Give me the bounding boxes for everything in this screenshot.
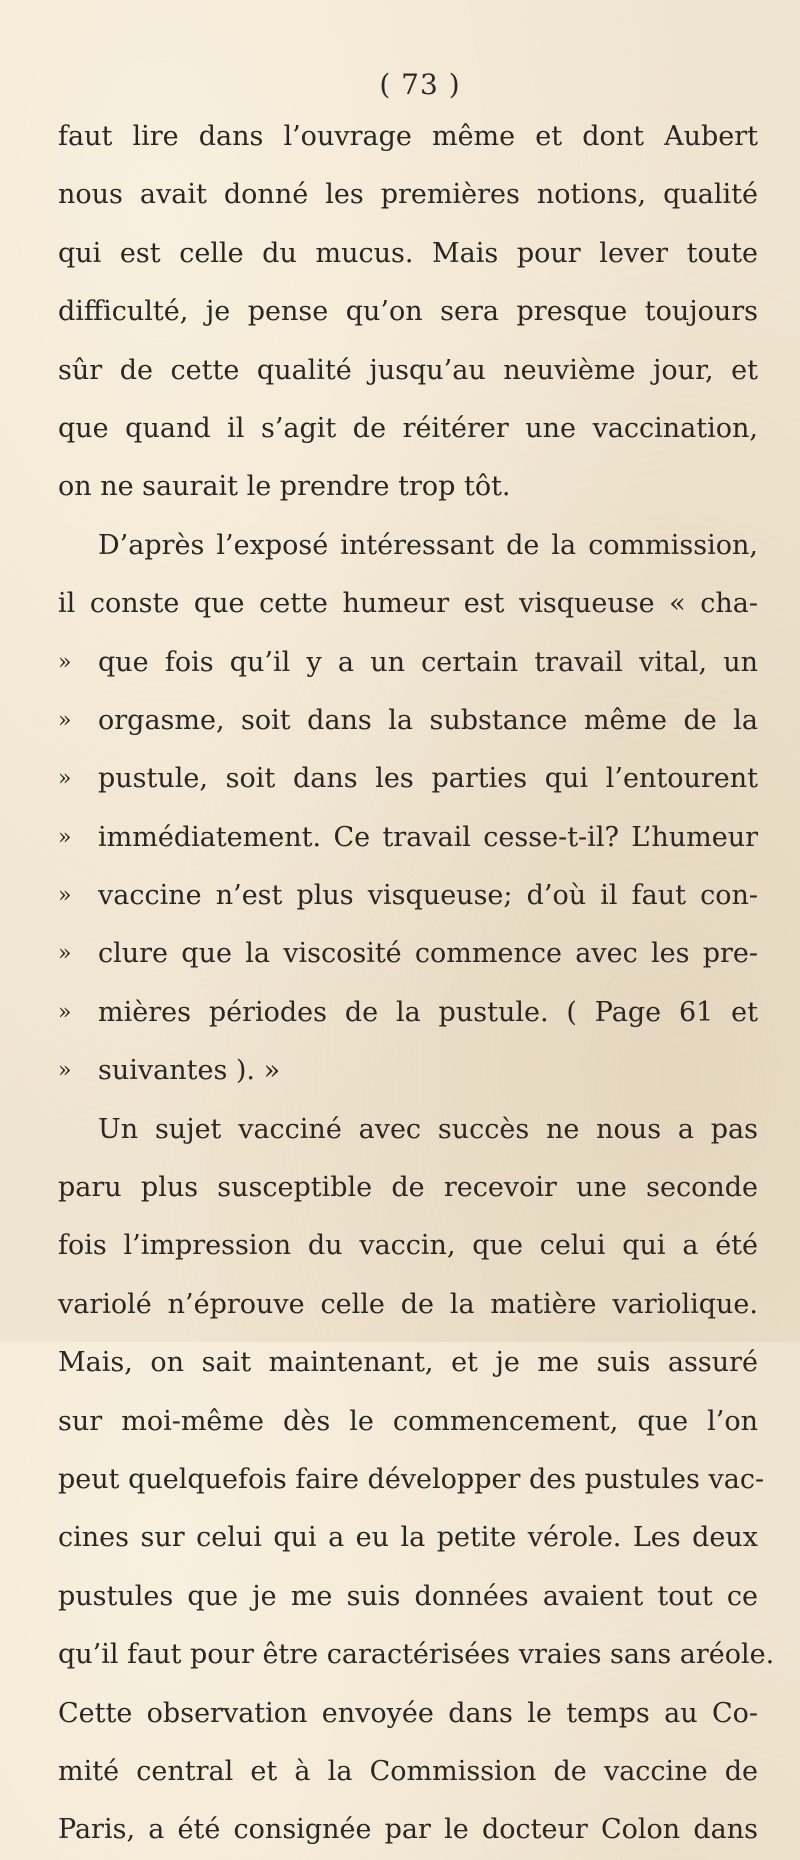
quoted-line xyxy=(58,809,758,867)
paragraph-start-line: Un sujet vacciné avec succès ne nous a pas xyxy=(98,1113,758,1145)
quote-mark: » xyxy=(58,766,72,792)
text-line: sur moi-même dès le commencement, que l’on xyxy=(58,1405,758,1437)
quote-mark: » xyxy=(58,649,72,675)
text-line: faut lire dans l’ouvrage même et dont Aubert xyxy=(58,121,758,152)
quoted-line xyxy=(58,692,758,750)
quoted-text: suivantes ). » xyxy=(98,1055,281,1087)
quoted-text: pustule, soit dans les parties qui l’entourent xyxy=(98,763,758,795)
text-line: paru plus susceptible de recevoir une seconde xyxy=(58,1172,758,1204)
quote-mark: » xyxy=(58,707,72,733)
text-line: on ne saurait le prendre trop tôt. xyxy=(58,471,511,503)
text-line: peut quelquefois faire développer des pustules vac- xyxy=(58,1463,765,1495)
text-line: il conste que cette humeur est visqueuse « cha- xyxy=(58,588,758,620)
text-line: fois l’impression du vaccin, que celui qui a été xyxy=(58,1230,758,1262)
quote-mark: » xyxy=(58,999,72,1025)
quoted-text: immédiatement. Ce travail cesse-t-il? L’humeur xyxy=(98,821,758,853)
text-line: variolé n’éprouve celle de la matière variolique. xyxy=(58,1288,758,1320)
quoted-line xyxy=(58,750,758,808)
quoted-line xyxy=(58,634,758,692)
text-line: pustules que je me suis données avaient tout ce xyxy=(58,1580,758,1612)
quoted-line xyxy=(58,984,758,1042)
text-line: nous avait donné les premières notions, qualité xyxy=(58,179,758,211)
text-line: Cette observation envoyée dans le temps au Co- xyxy=(58,1697,758,1729)
quote-mark: » xyxy=(58,941,72,967)
quoted-text: clure que la viscosité commence avec les pre- xyxy=(98,938,758,970)
text-line: Paris, a été consignée par le docteur Colon dans xyxy=(58,1814,758,1846)
quoted-line xyxy=(58,1042,758,1100)
quoted-text: orgasme, soit dans la substance même de la xyxy=(98,704,758,736)
quote-mark: » xyxy=(58,883,72,909)
text-line: qu’il faut pour être caractérisées vraies sans aréole. xyxy=(58,1639,775,1671)
quote-mark: » xyxy=(58,1058,72,1084)
quoted-text: que fois qu’il y a un certain travail vital, un xyxy=(98,646,758,678)
text-line: que quand il s’agit de réitérer une vaccination, xyxy=(58,412,758,444)
quoted-text: vaccine n’est plus visqueuse; d’où il faut con- xyxy=(98,880,758,912)
text-line: difficulté, je pense qu’on sera presque toujours xyxy=(58,296,758,328)
quoted-line xyxy=(58,867,758,925)
text-line: mité central et à la Commission de vaccine de xyxy=(58,1755,758,1787)
text-line: Mais, on sait maintenant, et je me suis assuré xyxy=(58,1347,758,1379)
page-number: ( 73 ) xyxy=(379,68,461,101)
page-text xyxy=(58,108,775,1860)
quote-mark: » xyxy=(58,824,72,850)
paragraph-start-line: D’après l’exposé intéressant de la commission, xyxy=(98,529,758,561)
text-line: sûr de cette qualité jusqu’au neuvième jour, et xyxy=(58,354,758,386)
text-line: qui est celle du mucus. Mais pour lever toute xyxy=(58,237,758,269)
quoted-line xyxy=(58,925,758,983)
quoted-text: mières périodes de la pustule. ( Page 61 et xyxy=(98,996,758,1028)
text-line: cines sur celui qui a eu la petite vérole. Les deux xyxy=(58,1522,758,1554)
